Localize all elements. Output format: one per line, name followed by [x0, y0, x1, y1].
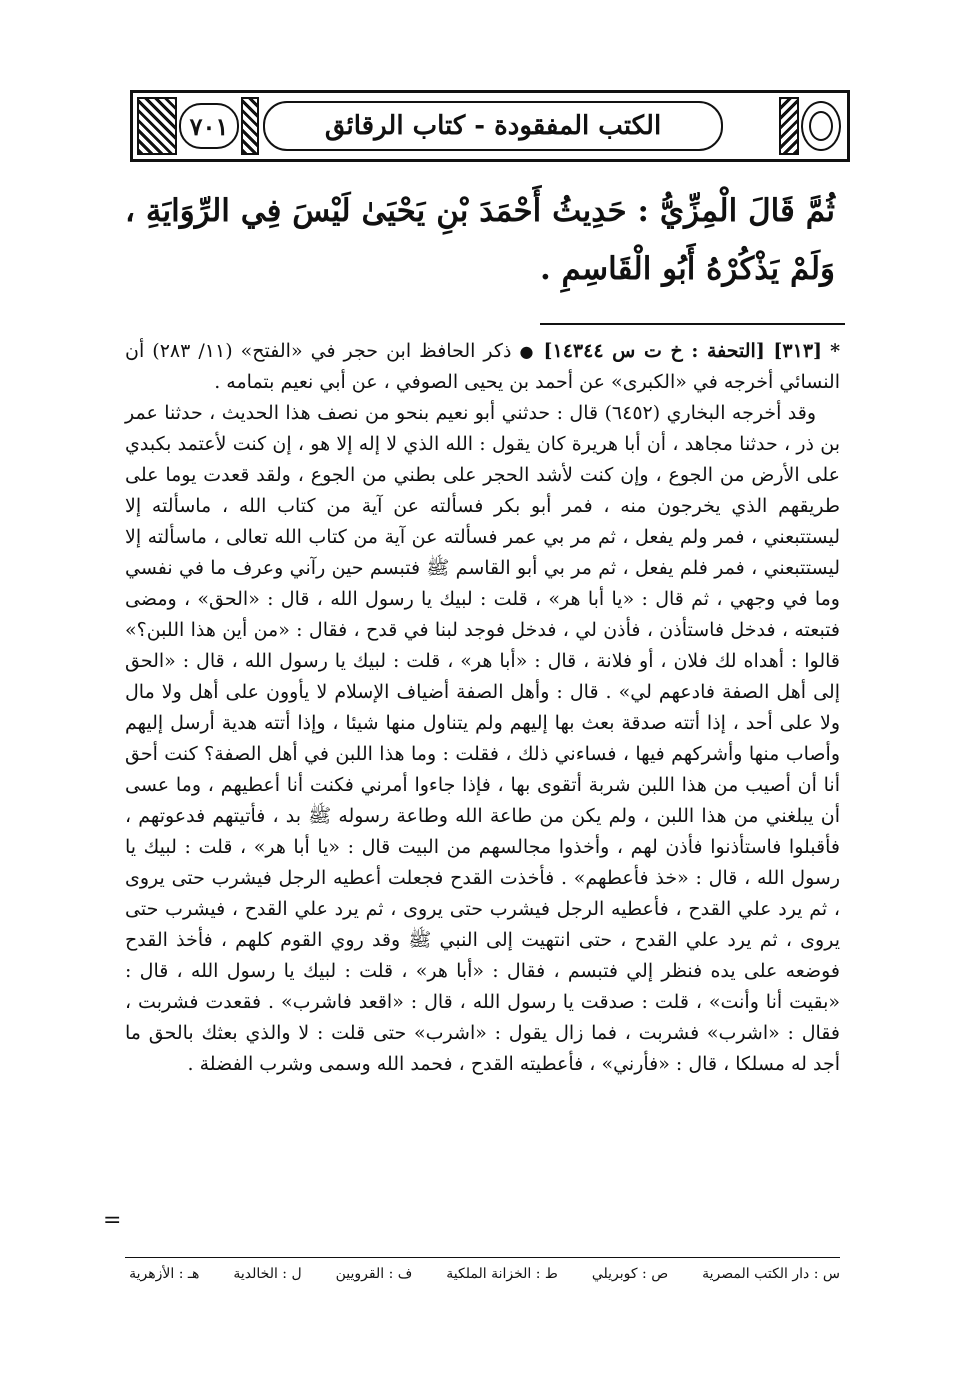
ornament-before-logo: [779, 97, 799, 155]
ornament-left: [137, 97, 177, 155]
note-paragraph-2: [125, 398, 840, 1080]
note-reference: [٣١٣] [التحفة : خ ت س ١٤٣٤٤]: [543, 340, 823, 362]
source-item: ف : القرويين: [335, 1266, 413, 1282]
source-item: ص : كوبريلي: [591, 1266, 669, 1282]
continuation-mark: =: [103, 1208, 122, 1233]
note-star: *: [830, 340, 841, 362]
footnote-divider: [540, 323, 845, 325]
source-item: س : دار الكتب المصرية: [702, 1266, 840, 1282]
source-item: ط : الخزانة الملكية: [446, 1266, 558, 1282]
page-number: ٧٠١: [179, 103, 239, 149]
bullet-icon: ●: [519, 342, 536, 361]
running-title: الكتب المفقودة - كتاب الرقائق: [263, 101, 723, 151]
note-paragraph-1: [125, 336, 840, 398]
page-header: [130, 90, 850, 162]
note-text-2: وقد أخرجه البخاري (٦٤٥٢) قال : حدثني أبو نعيم بنحو من نصف هذا الحديث ، حدثنا عمر بن ذر ، حدثنا مجاهد ، أن أبا هريرة كان يقول : الله الذي لا إله إلا هو ، إن كنت لأعتمد بكبدي على الأرض من الجوع ، وإن كنت لأشد الحجر على بطني من الجوع ، ولقد قعدت يوما على طريقهم الذي يخرجون منه ، فمر أبو بكر فسألته عن آية من كتاب الله ، ماسألته إلا ليستتبعني ، فمر ولم يفعل ، ثم مر بي عمر فسألته عن آية من كتاب الله تعالى ، ماسألته إلا ليستتبعني ، فمر فلم يفعل ، ثم مر بي أبو القاسم ﷺ فتبسم حين رآني وعرف ما في نفسي وما في وجهي ، ثم قال : «يا أبا هر» ، قلت : لبيك يا رسول الله ، قال : «الحق» ، ومضى فتبعته ، فدخل فاستأذن ، فأذن لي ، فدخل فوجد لبنا في قدح ، فقال : «من أين هذا اللبن؟» قالوا : أهداه لك فلان ، أو فلانة ، قال : «أبا هر» ، قلت : لبيك يا رسول الله ، قال : «الحق إلى أهل الصفة فادعهم لي» . قال : وأهل الصفة أضياف الإسلام لا يأوون على أهل ولا مال ولا على أحد ، إذا أتته صدقة بعث بها إليهم ولم يتناول منها شيئا ، وإذا أتته هدية أرسل إليهم وأصاب منها وأشركهم فيها ، فساءني ذلك ، فقلت : وما هذا اللبن في أهل الصفة؟ كنت أحق أنا أن أصيب من هذا اللبن شربة أتقوى بها ، فإذا جاءوا أمرني فكنت أنا أعطيهم ، وما عسى أن يبلغني من هذا اللبن ، ولم يكن من طاعة الله وطاعة رسوله ﷺ بد ، فأتيتهم فدعوتهم ، فأقبلوا فاستأذنوا فأذن لهم ، وأخذوا مجالسهم من البيت قال : «يا أبا هر» ، قلت : لبيك يا رسول الله ، قال : «خذ فأعطهم» . فأخذت القدح فجعلت أعطيه الرجل فيشرب حتى يروى ، ثم يرد علي القدح ، فأعطيه الرجل فيشرب حتى يروى ، ثم يرد علي القدح ، فيشرب حتى يروى ، ثم يرد علي القدح ، حتى انتهيت إلى النبي ﷺ وقد روي القوم كلهم ، فأخذ القدح فوضعه على يده فنظر إلي فتبسم ، فقال : «أبا هر» ، قلت : لبيك يا رسول الله ، قال : «بقيت أنا وأنت» ، قلت : صدقت يا رسول الله ، قال : «اقعد فاشرب» . فقعدت فشربت ، فقال : «اشرب» فشربت ، فما زال يقول : «اشرب» حتى قلت : لا والذي بعثك بالحق ما أجد له مسلكا ، قال : «فأرني» ، فأعطيته القدح ، فحمد الله وسمى وشرب الفضلة .: [125, 402, 840, 1075]
manuscript-sources: [125, 1266, 840, 1282]
source-item: هـ : الأزهرية: [129, 1266, 200, 1282]
main-text: ثُمَّ قَالَ الْمِزِّيُّ : حَدِيثُ أَحْمَدَ بْنِ يَحْيَىٰ لَيْسَ فِي الرِّوَايَةِ ، وَلَمْ يَذْكُرْهُ أَبُو الْقَاسِمِ .: [125, 193, 835, 287]
footnotes: [125, 336, 840, 1080]
publisher-logo-icon: [801, 101, 841, 151]
source-item: ل : الخالدية: [233, 1266, 302, 1282]
note-text-1: ذكر الحافظ ابن حجر في «الفتح» (١١/ ٢٨٣) أن النسائي أخرجه في «الكبرى» عن أحمد بن يحيى الصوفي ، عن أبي نعيم بتمامه .: [125, 340, 840, 393]
sources-divider: [125, 1257, 840, 1258]
ornament-after-page-number: [241, 97, 259, 155]
